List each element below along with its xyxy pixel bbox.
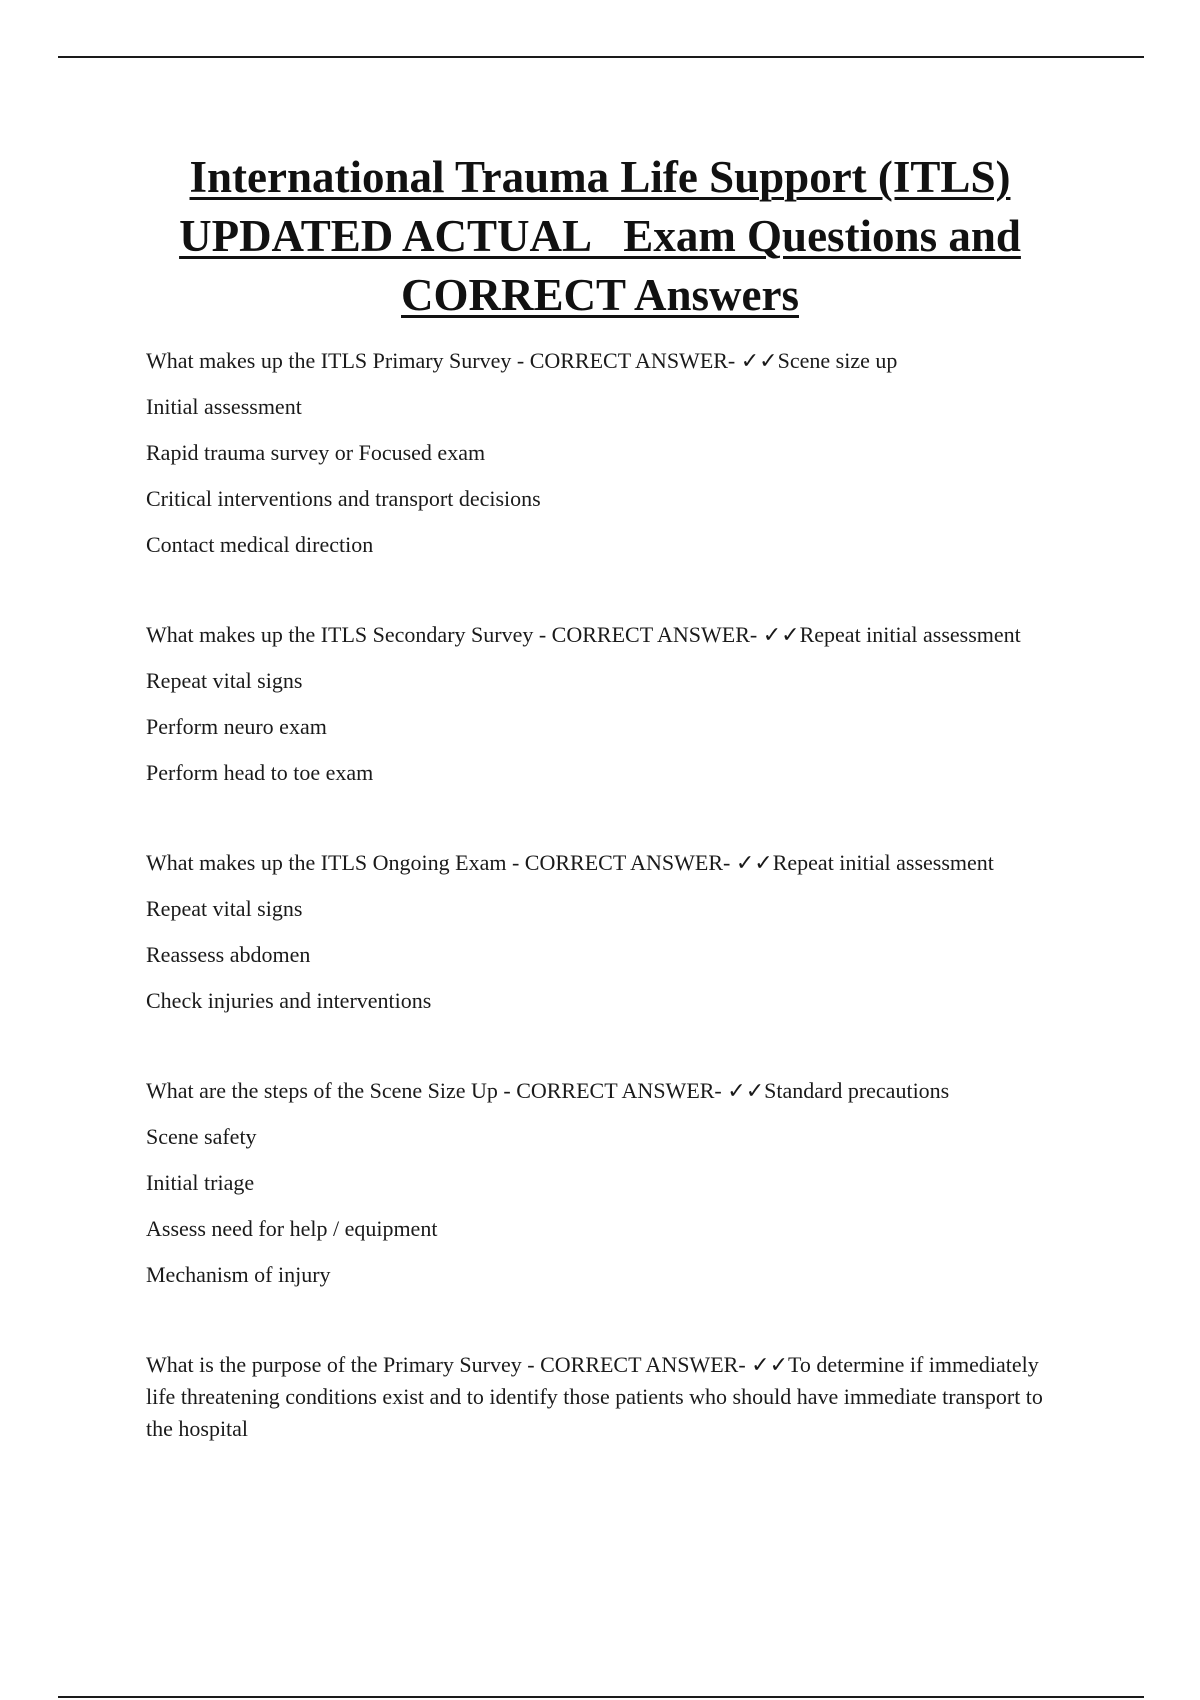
answer-line: Initial assessment <box>146 394 302 419</box>
answer-line: Critical interventions and transport decisions <box>146 486 541 511</box>
answer-line: Repeat vital signs <box>146 668 303 693</box>
qa-item-primary-survey <box>146 345 1046 561</box>
question-text: What is the purpose of the Primary Survey - CORRECT ANSWER- ✓✓To determine if immediately life threatening conditions exist and to identify those patients who should have immediate transport to the hospital <box>146 1352 1043 1441</box>
title-line-2: UPDATED ACTUAL Exam Questions and <box>179 211 1021 261</box>
answer-line: Contact medical direction <box>146 532 374 557</box>
question-text: What are the steps of the Scene Size Up - CORRECT ANSWER- ✓✓Standard precautions <box>146 1078 950 1103</box>
document-title <box>100 148 1100 325</box>
qa-item-primary-purpose <box>146 1349 1046 1445</box>
question-text: What makes up the ITLS Secondary Survey - CORRECT ANSWER- ✓✓Repeat initial assessment <box>146 622 1021 647</box>
qa-item-ongoing-exam <box>146 847 1046 1017</box>
answer-line: Repeat vital signs <box>146 896 303 921</box>
bottom-divider <box>58 1696 1144 1698</box>
answer-line: Rapid trauma survey or Focused exam <box>146 440 486 465</box>
answer-line: Mechanism of injury <box>146 1262 331 1287</box>
answer-line: Perform head to toe exam <box>146 760 374 785</box>
answer-line: Check injuries and interventions <box>146 988 432 1013</box>
answer-line: Perform neuro exam <box>146 714 327 739</box>
question-text: What makes up the ITLS Ongoing Exam - CORRECT ANSWER- ✓✓Repeat initial assessment <box>146 850 994 875</box>
answer-line: Assess need for help / equipment <box>146 1216 438 1241</box>
qa-item-scene-size-up <box>146 1075 1046 1291</box>
answer-line: Reassess abdomen <box>146 942 311 967</box>
title-line-3: CORRECT Answers <box>401 270 799 320</box>
question-text: What makes up the ITLS Primary Survey - CORRECT ANSWER- ✓✓Scene size up <box>146 348 898 373</box>
qa-item-secondary-survey <box>146 619 1046 789</box>
top-divider <box>58 56 1144 58</box>
answer-line: Scene safety <box>146 1124 257 1149</box>
qa-content <box>146 345 1046 1503</box>
title-line-1: International Trauma Life Support (ITLS) <box>189 152 1011 202</box>
answer-line: Initial triage <box>146 1170 255 1195</box>
